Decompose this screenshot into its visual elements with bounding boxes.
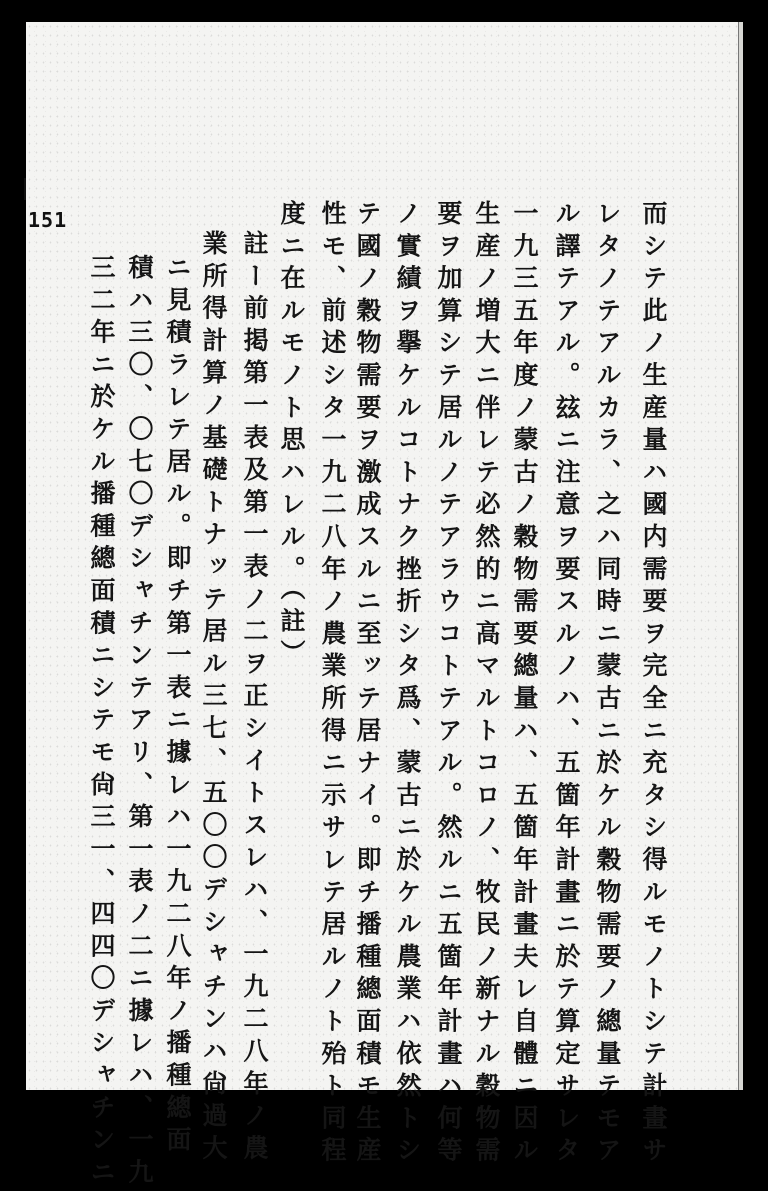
binding-mark bbox=[24, 178, 26, 200]
footnote-column-1: 註ー前掲第一表及第一表ノ二ヲ正シイトスレハ、一九二八年ノ農 bbox=[240, 230, 269, 1167]
page-number: 151 bbox=[28, 208, 68, 232]
text-column-5: 生産ノ増大ニ伴レテ必然的ニ高マルトコロノ、牧民ノ新ナル穀物需 bbox=[472, 200, 501, 1169]
page-edge bbox=[738, 22, 743, 1090]
text-column-9: 性モ、前述シタ一九二八年ノ農業所得ニ示サレテ居ルノト殆ト同程 bbox=[318, 200, 347, 1169]
footnote-column-2: 業所得計算ノ基礎トナッテ居ル三七、五〇〇デシャチンハ尙過大 bbox=[199, 230, 228, 1167]
text-column-6: 要ヲ加算シテ居ルノテアラウコトテアル。然ルニ五箇年計畫ハ何等 bbox=[434, 200, 463, 1169]
text-column-4: 一九三五年度ノ蒙古ノ穀物需要總量ハ、五箇年計畫夫レ自體ニ因ル bbox=[510, 200, 539, 1169]
text-column-3: ル譯テアル。玆ニ注意ヲ要スルノハ、五箇年計畫ニ於テ算定サレタ bbox=[552, 200, 581, 1169]
text-column-1: 而シテ此ノ生産量ハ國内需要ヲ完全ニ充タシ得ルモノトシテ計畫サ bbox=[639, 200, 668, 1169]
footnote-column-3: ニ見積ラレテ居ル。即チ第一表ニ據レハ一九二八年ノ播種總面 bbox=[163, 254, 192, 1159]
text-column-7: ノ實績ヲ擧ケルコトナク挫折シタ爲、蒙古ニ於ケル農業ハ依然トシ bbox=[393, 200, 422, 1169]
text-column-2: レタノテアルカラ、之ハ同時ニ蒙古ニ於ケル穀物需要ノ總量テモア bbox=[593, 200, 622, 1169]
footnote-column-5: 三二年ニ於ケル播種總面積ニシテモ尙三一、四四〇デシャチンニ bbox=[87, 254, 116, 1191]
footnote-column-4: 積ハ三〇、〇七〇デシャチンテアリ、第一表ノ二ニ據レハ、一九 bbox=[125, 254, 154, 1191]
text-column-10: 度ニ在ルモノト思ハレル。（註） bbox=[277, 200, 306, 672]
text-column-8: テ國ノ穀物需要ヲ激成スルニ至ッテ居ナイ。即チ播種總面積モ生産 bbox=[353, 200, 382, 1169]
